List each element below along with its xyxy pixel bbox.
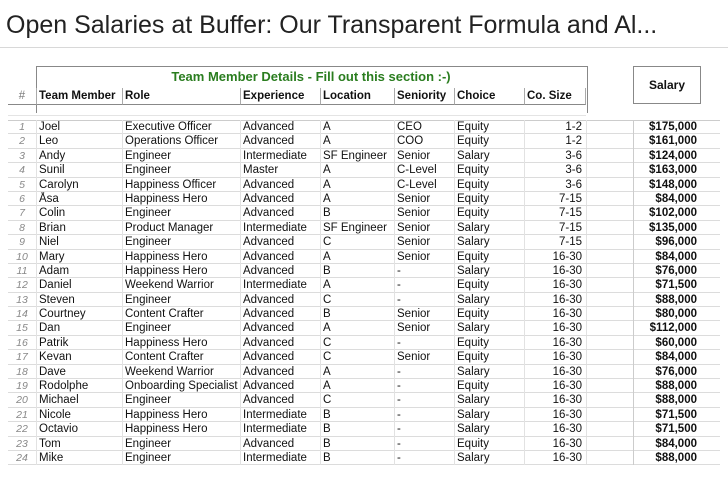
choice-cell[interactable]: Equity (454, 120, 524, 134)
salary-cell[interactable]: $161,000 (633, 134, 699, 148)
seniority-cell[interactable]: - (394, 422, 454, 436)
row-index[interactable]: 12 (16, 279, 28, 292)
row-index[interactable]: 7 (19, 207, 25, 220)
experience-cell[interactable]: Advanced (240, 293, 320, 307)
spacer-column (586, 408, 634, 421)
experience-cell[interactable]: Intermediate (240, 408, 320, 422)
seniority-cell[interactable]: C-Level (394, 178, 454, 192)
team-member-cell[interactable]: Nicole (36, 408, 122, 422)
company-size-cell[interactable]: 16-30 (524, 293, 586, 307)
row-index[interactable]: 3 (19, 149, 25, 162)
role-cell[interactable]: Happiness Hero (122, 336, 240, 350)
experience-cell[interactable]: Intermediate (240, 451, 320, 465)
seniority-cell[interactable]: - (394, 264, 454, 278)
role-cell[interactable]: Operations Officer (122, 134, 240, 148)
row-index[interactable]: 20 (16, 394, 28, 407)
row-index[interactable]: 10 (16, 250, 28, 263)
spacer-column (586, 178, 634, 191)
location-cell[interactable]: SF Engineer (320, 221, 394, 235)
choice-cell[interactable]: Salary (454, 264, 524, 278)
choice-cell[interactable]: Salary (454, 365, 524, 379)
table-row[interactable] (8, 264, 720, 278)
team-member-cell[interactable]: Brian (36, 221, 122, 235)
row-index[interactable]: 23 (16, 437, 28, 450)
experience-cell[interactable]: Advanced (240, 264, 320, 278)
seniority-cell[interactable]: Senior (394, 206, 454, 220)
role-cell[interactable]: Content Crafter (122, 350, 240, 364)
role-cell[interactable]: Engineer (122, 206, 240, 220)
team-member-cell[interactable]: Michael (36, 393, 122, 407)
team-member-cell[interactable]: Carolyn (36, 178, 122, 192)
salary-cell[interactable]: $112,000 (633, 321, 699, 335)
experience-cell[interactable]: Intermediate (240, 422, 320, 436)
choice-cell[interactable]: Equity (454, 134, 524, 148)
team-member-cell[interactable]: Sunil (36, 163, 122, 177)
experience-cell[interactable]: Advanced (240, 192, 320, 206)
seniority-cell[interactable]: Senior (394, 149, 454, 163)
experience-cell[interactable]: Advanced (240, 437, 320, 451)
company-size-cell[interactable]: 16-30 (524, 408, 586, 422)
salary-cell[interactable]: $84,000 (633, 192, 699, 206)
salary-spreadsheet (8, 64, 720, 477)
role-cell[interactable]: Happiness Hero (122, 422, 240, 436)
role-cell[interactable]: Happiness Hero (122, 192, 240, 206)
table-row[interactable] (8, 221, 720, 235)
company-size-cell[interactable]: 16-30 (524, 278, 586, 292)
salary-cell[interactable]: $148,000 (633, 178, 699, 192)
salary-cell[interactable]: $96,000 (633, 235, 699, 249)
table-row[interactable] (8, 422, 720, 436)
seniority-cell[interactable]: - (394, 379, 454, 393)
spacer-column (586, 206, 634, 219)
salary-column-header[interactable]: Salary (633, 66, 701, 104)
company-size-cell[interactable]: 16-30 (524, 250, 586, 264)
experience-cell[interactable]: Advanced (240, 336, 320, 350)
company-size-cell[interactable]: 1-2 (524, 120, 586, 134)
experience-cell[interactable]: Advanced (240, 235, 320, 249)
seniority-cell[interactable]: Senior (394, 321, 454, 335)
role-cell[interactable]: Engineer (122, 321, 240, 335)
table-row[interactable] (8, 451, 720, 465)
location-cell[interactable]: A (320, 178, 394, 192)
choice-cell[interactable]: Equity (454, 350, 524, 364)
location-cell[interactable]: B (320, 422, 394, 436)
seniority-cell[interactable]: Senior (394, 221, 454, 235)
seniority-cell[interactable]: - (394, 393, 454, 407)
role-cell[interactable]: Weekend Warrior (122, 365, 240, 379)
team-member-cell[interactable]: Adam (36, 264, 122, 278)
salary-cell[interactable]: $88,000 (633, 393, 699, 407)
spacer-column (586, 350, 634, 363)
blank-row-divider (8, 115, 586, 116)
row-index[interactable]: 18 (16, 365, 28, 378)
role-cell[interactable]: Executive Officer (122, 120, 240, 134)
experience-cell[interactable]: Intermediate (240, 149, 320, 163)
choice-cell[interactable]: Equity (454, 178, 524, 192)
location-cell[interactable]: C (320, 350, 394, 364)
salary-cell[interactable]: $71,500 (633, 278, 699, 292)
seniority-cell[interactable]: Senior (394, 350, 454, 364)
salary-cell[interactable]: $135,000 (633, 221, 699, 235)
location-cell[interactable]: C (320, 393, 394, 407)
table-row[interactable] (8, 293, 720, 307)
page-title: Open Salaries at Buffer: Our Transparent Formula and Al... (6, 11, 658, 39)
seniority-cell[interactable]: C-Level (394, 163, 454, 177)
spacer-column (586, 235, 634, 248)
row-index[interactable]: 5 (19, 178, 25, 191)
index-column-header[interactable]: # (8, 88, 36, 105)
location-cell[interactable]: A (320, 278, 394, 292)
role-cell[interactable]: Engineer (122, 149, 240, 163)
choice-cell[interactable]: Salary (454, 393, 524, 407)
seniority-cell[interactable]: Senior (394, 250, 454, 264)
company-size-cell[interactable]: 3-6 (524, 163, 586, 177)
role-cell[interactable]: Product Manager (122, 221, 240, 235)
company-size-cell[interactable]: 3-6 (524, 178, 586, 192)
table-row[interactable] (8, 321, 720, 335)
row-index[interactable]: 13 (16, 293, 28, 306)
salary-cell[interactable]: $163,000 (633, 163, 699, 177)
company-size-cell[interactable]: 16-30 (524, 422, 586, 436)
salary-cell[interactable]: $84,000 (633, 250, 699, 264)
team-member-cell[interactable]: Åsa (36, 192, 122, 206)
salary-cell[interactable]: $88,000 (633, 379, 699, 393)
choice-cell[interactable]: Salary (454, 221, 524, 235)
salary-cell[interactable]: $71,500 (633, 408, 699, 422)
role-cell[interactable]: Engineer (122, 451, 240, 465)
team-member-cell[interactable]: Daniel (36, 278, 122, 292)
experience-column-header[interactable]: Experience (240, 88, 320, 105)
location-cell[interactable]: A (320, 250, 394, 264)
table-row[interactable] (8, 393, 720, 407)
role-cell[interactable]: Happiness Officer (122, 178, 240, 192)
choice-cell[interactable]: Salary (454, 451, 524, 465)
salary-cell[interactable]: $84,000 (633, 350, 699, 364)
team-member-column-header[interactable]: Team Member (36, 88, 122, 105)
row-index[interactable]: 15 (16, 322, 28, 335)
company-size-cell[interactable]: 16-30 (524, 393, 586, 407)
salary-cell[interactable]: $88,000 (633, 451, 699, 465)
choice-column-header[interactable]: Choice (454, 88, 524, 105)
table-row[interactable] (8, 336, 720, 350)
company-size-cell[interactable]: 7-15 (524, 206, 586, 220)
team-member-cell[interactable]: Mary (36, 250, 122, 264)
salary-cell[interactable]: $88,000 (633, 293, 699, 307)
choice-cell[interactable]: Equity (454, 206, 524, 220)
spacer-column (586, 264, 634, 277)
experience-cell[interactable]: Advanced (240, 321, 320, 335)
choice-cell[interactable]: Equity (454, 278, 524, 292)
table-row[interactable] (8, 163, 720, 177)
location-cell[interactable]: C (320, 336, 394, 350)
spacer-column (586, 120, 634, 133)
location-cell[interactable]: A (320, 365, 394, 379)
role-cell[interactable]: Engineer (122, 235, 240, 249)
role-cell[interactable]: Engineer (122, 163, 240, 177)
experience-cell[interactable]: Advanced (240, 393, 320, 407)
title-divider (0, 47, 728, 48)
role-cell[interactable]: Onboarding Specialist (122, 379, 240, 393)
team-member-cell[interactable]: Kevan (36, 350, 122, 364)
choice-cell[interactable]: Equity (454, 192, 524, 206)
salary-cell[interactable]: $71,500 (633, 422, 699, 436)
table-row[interactable] (8, 365, 720, 379)
experience-cell[interactable]: Advanced (240, 134, 320, 148)
salary-cell[interactable]: $175,000 (633, 120, 699, 134)
experience-cell[interactable]: Advanced (240, 178, 320, 192)
table-row[interactable] (8, 178, 720, 192)
row-index[interactable]: 22 (16, 423, 28, 436)
seniority-cell[interactable]: - (394, 451, 454, 465)
choice-cell[interactable]: Equity (454, 163, 524, 177)
spacer-column (586, 134, 634, 147)
spacer-column (586, 307, 634, 320)
location-cell[interactable]: SF Engineer (320, 149, 394, 163)
seniority-cell[interactable]: - (394, 336, 454, 350)
choice-cell[interactable]: Salary (454, 149, 524, 163)
spacer-column (586, 437, 634, 450)
row-index[interactable]: 4 (19, 164, 25, 177)
table-row[interactable] (8, 134, 720, 148)
row-index[interactable]: 21 (16, 408, 28, 421)
location-cell[interactable]: B (320, 264, 394, 278)
experience-cell[interactable]: Advanced (240, 206, 320, 220)
team-member-cell[interactable]: Tom (36, 437, 122, 451)
location-column-header[interactable]: Location (320, 88, 394, 105)
spacer-column (586, 250, 634, 263)
salary-cell[interactable]: $80,000 (633, 307, 699, 321)
table-row[interactable] (8, 250, 720, 264)
row-index[interactable]: 19 (16, 380, 28, 393)
company-size-cell[interactable]: 16-30 (524, 379, 586, 393)
choice-cell[interactable]: Equity (454, 437, 524, 451)
role-column-header[interactable]: Role (122, 88, 240, 105)
salary-cell[interactable]: $76,000 (633, 365, 699, 379)
experience-cell[interactable]: Advanced (240, 307, 320, 321)
role-cell[interactable]: Engineer (122, 393, 240, 407)
company-size-cell[interactable]: 7-15 (524, 235, 586, 249)
salary-cell[interactable]: $60,000 (633, 336, 699, 350)
location-cell[interactable]: C (320, 293, 394, 307)
team-member-cell[interactable]: Dave (36, 365, 122, 379)
row-index[interactable]: 17 (16, 351, 28, 364)
location-cell[interactable]: A (320, 120, 394, 134)
company-size-column-header[interactable]: Co. Size (524, 88, 586, 105)
row-index[interactable]: 2 (19, 135, 25, 148)
company-size-cell[interactable]: 3-6 (524, 149, 586, 163)
salary-cell[interactable]: $124,000 (633, 149, 699, 163)
team-member-cell[interactable]: Patrik (36, 336, 122, 350)
role-cell[interactable]: Engineer (122, 293, 240, 307)
location-cell[interactable]: A (320, 379, 394, 393)
spacer-column (586, 163, 634, 176)
experience-cell[interactable]: Master (240, 163, 320, 177)
choice-cell[interactable]: Equity (454, 379, 524, 393)
role-cell[interactable]: Happiness Hero (122, 264, 240, 278)
company-size-cell[interactable]: 1-2 (524, 134, 586, 148)
salary-cell[interactable]: $102,000 (633, 206, 699, 220)
experience-cell[interactable]: Advanced (240, 120, 320, 134)
choice-cell[interactable]: Equity (454, 336, 524, 350)
choice-cell[interactable]: Salary (454, 408, 524, 422)
seniority-cell[interactable]: COO (394, 134, 454, 148)
team-member-cell[interactable]: Mike (36, 451, 122, 465)
row-index[interactable]: 1 (19, 121, 25, 133)
choice-cell[interactable]: Salary (454, 293, 524, 307)
row-index[interactable]: 16 (16, 336, 28, 349)
experience-cell[interactable]: Advanced (240, 350, 320, 364)
table-body (8, 120, 720, 465)
team-member-cell[interactable]: Andy (36, 149, 122, 163)
table-row[interactable] (8, 192, 720, 206)
row-index[interactable]: 9 (19, 236, 25, 249)
seniority-cell[interactable]: - (394, 278, 454, 292)
seniority-cell[interactable]: - (394, 365, 454, 379)
team-member-cell[interactable]: Colin (36, 206, 122, 220)
table-row[interactable] (8, 235, 720, 249)
choice-cell[interactable]: Equity (454, 307, 524, 321)
spacer-column (586, 321, 634, 334)
salary-cell[interactable]: $84,000 (633, 437, 699, 451)
choice-cell[interactable]: Equity (454, 250, 524, 264)
spacer-column (586, 293, 634, 306)
experience-cell[interactable]: Advanced (240, 365, 320, 379)
choice-cell[interactable]: Salary (454, 235, 524, 249)
seniority-cell[interactable]: CEO (394, 120, 454, 134)
salary-cell[interactable]: $76,000 (633, 264, 699, 278)
experience-cell[interactable]: Intermediate (240, 278, 320, 292)
seniority-cell[interactable]: Senior (394, 307, 454, 321)
experience-cell[interactable]: Intermediate (240, 221, 320, 235)
company-size-cell[interactable]: 16-30 (524, 437, 586, 451)
experience-cell[interactable]: Advanced (240, 250, 320, 264)
spacer-column (586, 365, 634, 378)
company-size-cell[interactable]: 7-15 (524, 192, 586, 206)
table-row[interactable] (8, 307, 720, 321)
company-size-cell[interactable]: 16-30 (524, 350, 586, 364)
location-cell[interactable]: A (320, 321, 394, 335)
spacer-column (586, 149, 634, 162)
spacer-column (586, 422, 634, 435)
location-cell[interactable]: A (320, 134, 394, 148)
role-cell[interactable]: Happiness Hero (122, 250, 240, 264)
company-size-cell[interactable]: 16-30 (524, 365, 586, 379)
company-size-cell[interactable]: 16-30 (524, 307, 586, 321)
spacer-column (586, 451, 634, 464)
spacer-column (586, 221, 634, 234)
seniority-cell[interactable]: - (394, 293, 454, 307)
company-size-cell[interactable]: 16-30 (524, 336, 586, 350)
company-size-cell[interactable]: 16-30 (524, 451, 586, 465)
section-title: Team Member Details - Fill out this section :-) (171, 69, 451, 84)
spacer-column (586, 278, 634, 291)
location-cell[interactable]: B (320, 437, 394, 451)
table-row[interactable] (8, 379, 720, 393)
row-index[interactable]: 8 (19, 221, 25, 234)
table-row[interactable] (8, 408, 720, 422)
team-member-cell[interactable]: Rodolphe (36, 379, 122, 393)
location-cell[interactable]: B (320, 408, 394, 422)
spacer-column (586, 379, 634, 392)
row-index[interactable]: 24 (16, 451, 28, 464)
table-row[interactable] (8, 120, 720, 134)
team-member-cell[interactable]: Dan (36, 321, 122, 335)
team-member-cell[interactable]: Leo (36, 134, 122, 148)
company-size-cell[interactable]: 7-15 (524, 221, 586, 235)
row-index[interactable]: 14 (16, 308, 28, 321)
team-member-cell[interactable]: Octavio (36, 422, 122, 436)
company-size-cell[interactable]: 16-30 (524, 321, 586, 335)
seniority-cell[interactable]: Senior (394, 235, 454, 249)
role-cell[interactable]: Engineer (122, 437, 240, 451)
location-cell[interactable]: C (320, 235, 394, 249)
team-member-cell[interactable]: Niel (36, 235, 122, 249)
choice-cell[interactable]: Salary (454, 422, 524, 436)
table-row[interactable] (8, 206, 720, 220)
location-cell[interactable]: B (320, 307, 394, 321)
choice-cell[interactable]: Salary (454, 321, 524, 335)
table-row[interactable] (8, 278, 720, 292)
row-index[interactable]: 6 (19, 192, 25, 205)
location-cell[interactable]: A (320, 192, 394, 206)
table-row[interactable] (8, 437, 720, 451)
seniority-column-header[interactable]: Seniority (394, 88, 454, 105)
seniority-cell[interactable]: - (394, 437, 454, 451)
table-row[interactable] (8, 149, 720, 163)
blank-row (8, 106, 720, 121)
seniority-cell[interactable]: Senior (394, 192, 454, 206)
role-cell[interactable]: Content Crafter (122, 307, 240, 321)
spacer-column (586, 192, 634, 205)
experience-cell[interactable]: Advanced (240, 379, 320, 393)
location-cell[interactable]: B (320, 451, 394, 465)
team-member-cell[interactable]: Joel (36, 120, 122, 134)
row-index[interactable]: 11 (16, 264, 28, 277)
role-cell[interactable]: Weekend Warrior (122, 278, 240, 292)
spacer-column (586, 336, 634, 349)
company-size-cell[interactable]: 16-30 (524, 264, 586, 278)
location-cell[interactable]: A (320, 163, 394, 177)
role-cell[interactable]: Happiness Hero (122, 408, 240, 422)
seniority-cell[interactable]: - (394, 408, 454, 422)
table-row[interactable] (8, 350, 720, 364)
team-member-cell[interactable]: Steven (36, 293, 122, 307)
spacer-column (586, 393, 634, 406)
team-member-cell[interactable]: Courtney (36, 307, 122, 321)
location-cell[interactable]: B (320, 206, 394, 220)
